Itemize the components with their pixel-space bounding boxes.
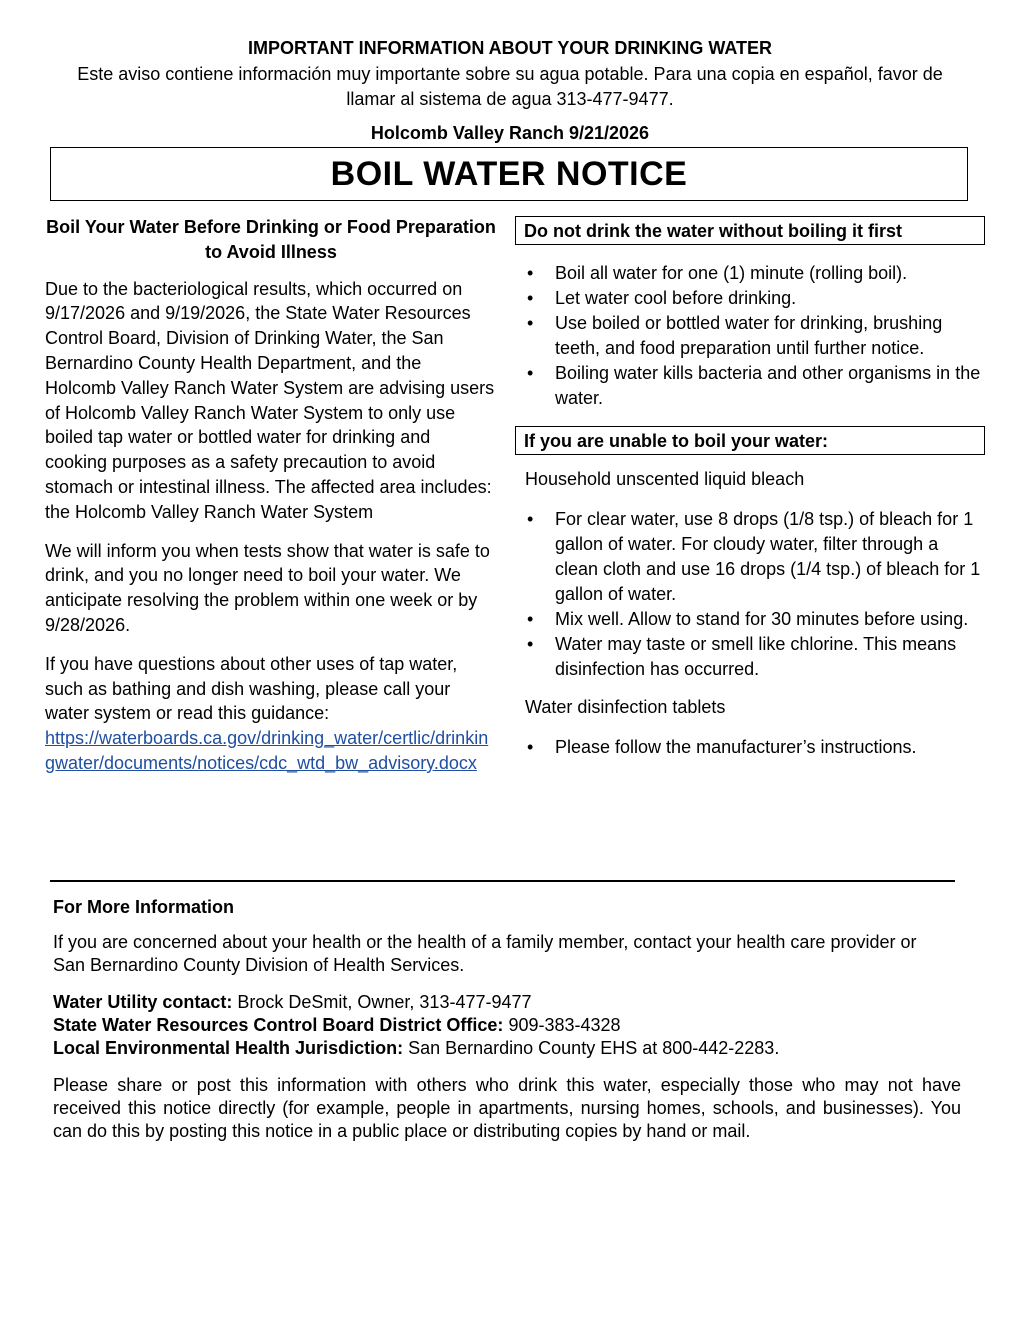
- district-office-label: State Water Resources Control Board District Office:: [53, 1015, 504, 1035]
- list-item: • Use boiled or bottled water for drinking, brushing teeth, and food preparation until further notice.: [515, 311, 985, 361]
- list-item: • Boil all water for one (1) minute (rolling boil).: [515, 261, 985, 286]
- bleach-instructions-list: [515, 507, 985, 682]
- left-heading: Boil Your Water Before Drinking or Food Preparation to Avoid Illness: [46, 217, 496, 262]
- health-jurisdiction-value: San Bernardino County EHS at 800-442-2283.: [408, 1038, 780, 1058]
- notice-title: BOIL WATER NOTICE: [330, 154, 688, 193]
- advisory-paragraph: Due to the bacteriological results, which occurred on 9/17/2026 and 9/19/2026, the State Water Resources Control Board, Division of Drinking Water, the San Bernardino County Health Department, and the Holcomb Valley Ranch Water System are advising users of Holcomb Valley Ranch Water System to only use boiled tap water or bottled water for drinking and cooking purposes as a safety precaution to avoid stomach or intestinal illness. The affected area includes: the Holcomb Valley Ranch Water System: [45, 278, 495, 522]
- tablets-subheading: Water disinfection tablets: [525, 697, 726, 717]
- system-date: Holcomb Valley Ranch 9/21/2026: [370, 123, 650, 143]
- boil-instructions-list: [515, 261, 985, 411]
- list-item: • For clear water, use 8 drops (1/8 tsp.) of bleach for 1 gallon of water. For cloudy water, filter through a clean cloth and use 16 drops (1/4 tsp.) of bleach for 1 gallon of water.: [515, 507, 985, 607]
- list-item: • Mix well. Allow to stand for 30 minutes before using.: [515, 607, 985, 632]
- bleach-subheading: Household unscented liquid bleach: [525, 469, 805, 489]
- guidance-link[interactable]: https://waterboards.ca.gov/drinking_water/certlic/drinkingwater/documents/notices/cdc_wtd_bw_advisory.docx: [45, 728, 489, 773]
- list-item: • Please follow the manufacturer’s instructions.: [515, 735, 985, 760]
- boil-first-box: Do not drink the water without boiling it first: [515, 216, 985, 245]
- health-jurisdiction-label: Local Environmental Health Jurisdiction:: [53, 1038, 404, 1058]
- tablets-instructions-list: [515, 735, 985, 760]
- health-paragraph: If you are concerned about your health or the health of a family member, contact your health care provider or San Bernardino County Division of Health Services.: [53, 932, 917, 975]
- questions-paragraph: [45, 652, 497, 776]
- resolution-paragraph: We will inform you when tests show that water is safe to drink, and you no longer need to boil your water. We anticipate resolving the problem within one week or by 9/28/2026.: [45, 540, 490, 635]
- left-column: [45, 215, 497, 776]
- right-column: [515, 216, 985, 760]
- share-paragraph: Please share or post this information with others who drink this water, especially those who may not have received this notice directly (for example, people in apartments, nursing homes, schools, and businesses). You can do this by posting this notice in a public place or distributing copies by hand or mail.: [53, 1075, 961, 1141]
- contacts-block: [53, 991, 823, 1060]
- utility-contact-label: Water Utility contact:: [53, 992, 233, 1012]
- unable-to-boil-box: If you are unable to boil your water:: [515, 426, 985, 455]
- list-item: • Boiling water kills bacteria and other organisms in the water.: [515, 361, 985, 411]
- spanish-notice: Este aviso contiene información muy importante sobre su agua potable. Para una copia en español, favor de llamar al sistema de agua 313-477-9477.: [77, 64, 943, 109]
- header-title: IMPORTANT INFORMATION ABOUT YOUR DRINKING WATER: [248, 38, 772, 58]
- section-divider: [50, 880, 955, 882]
- more-info-heading: For More Information: [53, 897, 234, 917]
- more-info-section: [53, 896, 961, 1157]
- questions-text: If you have questions about other uses of tap water, such as bathing and dish washing, please call your water system or read this guidance:: [45, 653, 458, 724]
- utility-contact-value: Brock DeSmit, Owner, 313-477-9477: [237, 992, 532, 1012]
- list-item: • Water may taste or smell like chlorine. This means disinfection has occurred.: [515, 632, 985, 682]
- list-item: • Let water cool before drinking.: [515, 286, 985, 311]
- district-office-value: 909-383-4328: [508, 1015, 621, 1035]
- notice-title-box: [50, 147, 968, 201]
